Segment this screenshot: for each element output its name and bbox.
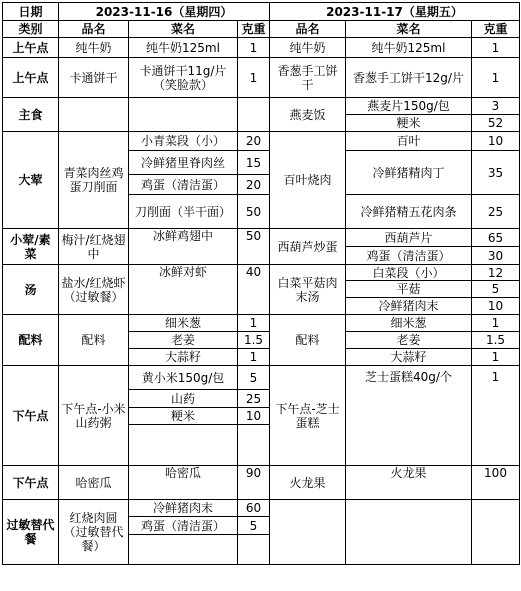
dish-cell: 白菜平菇肉末汤 (270, 265, 346, 315)
weight-cell: 65 (472, 229, 520, 247)
ingredient-cell: 鸡蛋（清洁蛋） (346, 247, 472, 265)
table-row (3, 366, 520, 390)
weight-header-day2: 克重 (472, 21, 520, 38)
weight-cell: 1 (238, 58, 270, 98)
weight-cell: 5 (238, 366, 270, 390)
category-cell: 配料 (3, 315, 59, 366)
weight-cell (238, 98, 270, 132)
ingredient-cell: 卡通饼干11g/片（笑脸款） (129, 58, 238, 98)
table-row (3, 58, 520, 98)
category-cell: 汤 (3, 265, 59, 315)
weight-header-day1: 克重 (238, 21, 270, 38)
ingredient-cell: 大蒜籽 (346, 349, 472, 366)
weight-cell: 60 (238, 500, 270, 517)
dish-cell: 西葫芦炒蛋 (270, 229, 346, 265)
category-cell: 过敏替代餐 (3, 500, 59, 565)
dish-cell: 燕麦饭 (270, 98, 346, 132)
table-row (3, 38, 520, 58)
dish-cell: 百叶烧肉 (270, 132, 346, 229)
weight-cell: 1 (238, 38, 270, 58)
ingredient-cell (346, 500, 472, 565)
category-cell: 小荤/素菜 (3, 229, 59, 265)
dish-cell: 青菜肉丝鸡蛋刀削面 (59, 132, 129, 229)
weight-cell: 1.5 (238, 332, 270, 349)
weight-cell: 1 (472, 38, 520, 58)
table-row (3, 265, 520, 281)
weight-cell: 5 (238, 517, 270, 535)
ingredient-cell: 粳米 (346, 115, 472, 132)
ingredient-cell: 西葫芦片 (346, 229, 472, 247)
ingredient-cell: 鸡蛋（清洁蛋） (129, 517, 238, 535)
ingredient-cell: 平菇 (346, 281, 472, 298)
dish-cell: 香葱手工饼干 (270, 58, 346, 98)
category-cell: 主食 (3, 98, 59, 132)
ingredient-cell: 香葱手工饼干12g/片 (346, 58, 472, 98)
weight-cell: 30 (472, 247, 520, 265)
ingredient-cell: 细米葱 (346, 315, 472, 332)
table-row (3, 466, 520, 500)
weight-cell: 10 (472, 132, 520, 151)
dish-cell: 盐水/红烧虾（过敏餐） (59, 265, 129, 315)
dish-cell: 配料 (270, 315, 346, 366)
ingredient-cell: 冷鲜猪肉末 (346, 298, 472, 315)
weight-cell: 12 (472, 265, 520, 281)
weight-cell: 10 (472, 298, 520, 315)
weight-cell: 3 (472, 98, 520, 115)
weekly-menu-table (2, 2, 520, 565)
weight-cell (238, 535, 270, 565)
ingredient-cell (129, 535, 238, 565)
ingredient-cell: 大蒜籽 (129, 349, 238, 366)
weight-cell: 15 (238, 151, 270, 175)
ingredient-cell: 冰鲜鸡翅中 (129, 229, 238, 265)
weight-cell: 50 (238, 229, 270, 265)
dish-cell: 纯牛奶 (59, 38, 129, 58)
dish-header-day2: 品名 (270, 21, 346, 38)
weight-cell (472, 500, 520, 565)
ingredient-cell: 冷鲜猪精五花肉条 (346, 195, 472, 229)
ingredient-cell (129, 98, 238, 132)
ingredient-cell: 哈密瓜 (129, 466, 238, 500)
ingredient-cell: 粳米 (129, 408, 238, 425)
ingredient-cell: 百叶 (346, 132, 472, 151)
ingredient-cell: 燕麦片150g/包 (346, 98, 472, 115)
weight-cell: 1 (472, 349, 520, 366)
category-cell: 下午点 (3, 466, 59, 500)
ingredient-cell: 冷鲜猪里脊肉丝 (129, 151, 238, 175)
weight-cell: 1 (472, 366, 520, 466)
dish-cell: 配料 (59, 315, 129, 366)
weight-cell: 1 (472, 58, 520, 98)
table-row (3, 500, 520, 517)
dish-cell: 红烧肉圆（过敏替代餐） (59, 500, 129, 565)
ingredient-cell: 纯牛奶125ml (346, 38, 472, 58)
dish-header-day1: 品名 (59, 21, 129, 38)
ingredient-cell: 纯牛奶125ml (129, 38, 238, 58)
weight-cell: 100 (472, 466, 520, 500)
dish-cell: 哈密瓜 (59, 466, 129, 500)
ingredient-cell: 细米葱 (129, 315, 238, 332)
ingredient-header-day1: 菜名 (129, 21, 238, 38)
dish-cell: 下午点-小米山药粥 (59, 366, 129, 466)
category-cell: 上午点 (3, 38, 59, 58)
weight-cell: 1 (238, 349, 270, 366)
ingredient-cell: 鸡蛋（清洁蛋） (129, 175, 238, 195)
weight-cell: 25 (238, 390, 270, 408)
table-row (3, 229, 520, 247)
category-cell: 下午点 (3, 366, 59, 466)
dish-cell: 梅汁/红烧翅中 (59, 229, 129, 265)
ingredient-cell: 冰鲜对虾 (129, 265, 238, 315)
ingredient-cell: 冷鲜猪肉末 (129, 500, 238, 517)
ingredient-cell: 小青菜段（小） (129, 132, 238, 151)
ingredient-cell: 芝士蛋糕40g/个 (346, 366, 472, 466)
ingredient-header-day2: 菜名 (346, 21, 472, 38)
ingredient-cell: 黄小米150g/包 (129, 366, 238, 390)
weight-cell: 10 (238, 408, 270, 425)
dish-cell (270, 500, 346, 565)
weight-cell: 5 (472, 281, 520, 298)
weight-cell: 50 (238, 195, 270, 229)
table-row (3, 98, 520, 115)
ingredient-cell: 白菜段（小） (346, 265, 472, 281)
table-row (3, 132, 520, 151)
weight-cell: 90 (238, 466, 270, 500)
ingredient-cell: 冷鲜猪精肉丁 (346, 151, 472, 195)
dish-cell: 卡通饼干 (59, 58, 129, 98)
ingredient-cell: 老姜 (129, 332, 238, 349)
dish-cell: 下午点-芝士蛋糕 (270, 366, 346, 466)
date-day2: 2023-11-17（星期五） (270, 3, 520, 21)
dish-cell: 火龙果 (270, 466, 346, 500)
dish-cell (59, 98, 129, 132)
date-label: 日期 (3, 3, 59, 21)
ingredient-cell (129, 425, 238, 466)
ingredient-cell: 山药 (129, 390, 238, 408)
ingredient-cell: 火龙果 (346, 466, 472, 500)
date-day1: 2023-11-16（星期四） (59, 3, 270, 21)
weight-cell: 1 (472, 315, 520, 332)
weight-cell: 20 (238, 175, 270, 195)
category-cell: 上午点 (3, 58, 59, 98)
weight-cell: 20 (238, 132, 270, 151)
weight-cell: 1.5 (472, 332, 520, 349)
weight-cell: 1 (238, 315, 270, 332)
weight-cell: 35 (472, 151, 520, 195)
table-row (3, 315, 520, 332)
ingredient-cell: 老姜 (346, 332, 472, 349)
weight-cell: 25 (472, 195, 520, 229)
category-cell: 大荤 (3, 132, 59, 229)
weight-cell (238, 425, 270, 466)
category-header: 类别 (3, 21, 59, 38)
weight-cell: 40 (238, 265, 270, 315)
weight-cell: 52 (472, 115, 520, 132)
dish-cell: 纯牛奶 (270, 38, 346, 58)
ingredient-cell: 刀削面（半干面） (129, 195, 238, 229)
